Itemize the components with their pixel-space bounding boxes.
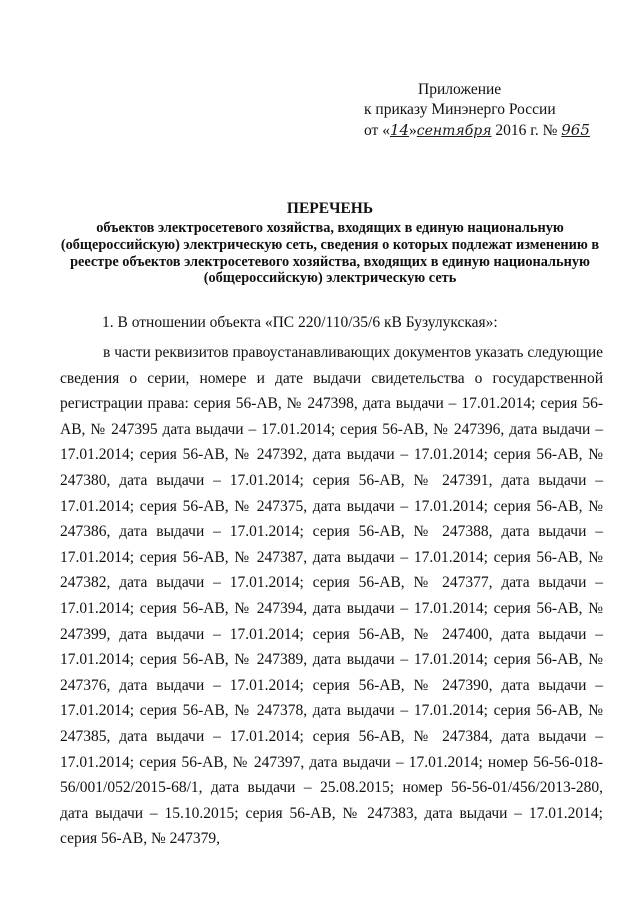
- appendix-block: [364, 80, 594, 141]
- item-title: 1. В отношении объекта «ПС 220/110/35/6 кВ Бузулукская»:: [102, 314, 498, 331]
- handwritten-order-number: 965: [561, 121, 590, 139]
- date-prefix: от «: [364, 122, 390, 139]
- heading-subtitle: объектов электросетевого хозяйства, входящих в единую национальную (общероссийскую) электрическую сеть, сведения о которых подлежат изменению в реестре объектов электросетевого хозяйства, входящих в единую национальную (общероссийскую) электрическую сеть: [60, 220, 600, 287]
- date-quote: »: [409, 122, 417, 139]
- date-year: 2016 г. №: [491, 122, 562, 139]
- appendix-label: Приложение: [418, 81, 502, 98]
- appendix-order-ref: к приказу Минэнерго России: [364, 101, 556, 118]
- item-body: в части реквизитов правоустанавливающих документов указать следующие сведения о серии, номере и дате выдачи свидетельства о государственной регистрации права: серия 56-АВ, № 247398, дата выдачи – 17.01.2014; серия 56-АВ, № 247395 дата выдачи – 17.01.2014; серия 56-АВ, № 247396, дата выдачи – 17.01.2014; серия 56-АВ, № 247392, дата выдачи – 17.01.2014; серия 56-АВ, № 247380, дата выдачи – 17.01.2014; серия 56-АВ, № 247391, дата выдачи – 17.01.2014; серия 56-АВ, № 247375, дата выдачи – 17.01.2014; серия 56-АВ, № 247386, дата выдачи – 17.01.2014; серия 56-АВ, № 247388, дата выдачи – 17.01.2014; серия 56-АВ, № 247387, дата выдачи – 17.01.2014; серия 56-АВ, № 247382, дата выдачи – 17.01.2014; серия 56-АВ, № 247377, дата выдачи – 17.01.2014; серия 56-АВ, № 247394, дата выдачи – 17.01.2014; серия 56-АВ, № 247399, дата выдачи – 17.01.2014; серия 56-АВ, № 247400, дата выдачи – 17.01.2014; серия 56-АВ, № 247389, дата выдачи – 17.01.2014; серия 56-АВ, № 247376, дата выдачи – 17.01.2014; серия 56-АВ, № 247390, дата выдачи – 17.01.2014; серия 56-АВ, № 247378, дата выдачи – 17.01.2014; серия 56-АВ, № 247385, дата выдачи – 17.01.2014; серия 56-АВ, № 247384, дата выдачи – 17.01.2014; серия 56-АВ, № 247397, дата выдачи – 17.01.2014; номер 56-56-018-56/001/052/2015-68/1, дата выдачи – 25.08.2015; номер 56-56-01/456/2013-280, дата выдачи – 15.10.2015; серия 56-АВ, № 247383, дата выдачи – 17.01.2014; серия 56-АВ, № 247379,: [60, 344, 603, 848]
- appendix-date-number: [364, 120, 594, 141]
- handwritten-month: сентября: [416, 123, 492, 139]
- handwritten-day: 14: [389, 121, 410, 139]
- document-heading: [60, 199, 600, 287]
- heading-title: ПЕРЕЧЕНЬ: [286, 200, 374, 217]
